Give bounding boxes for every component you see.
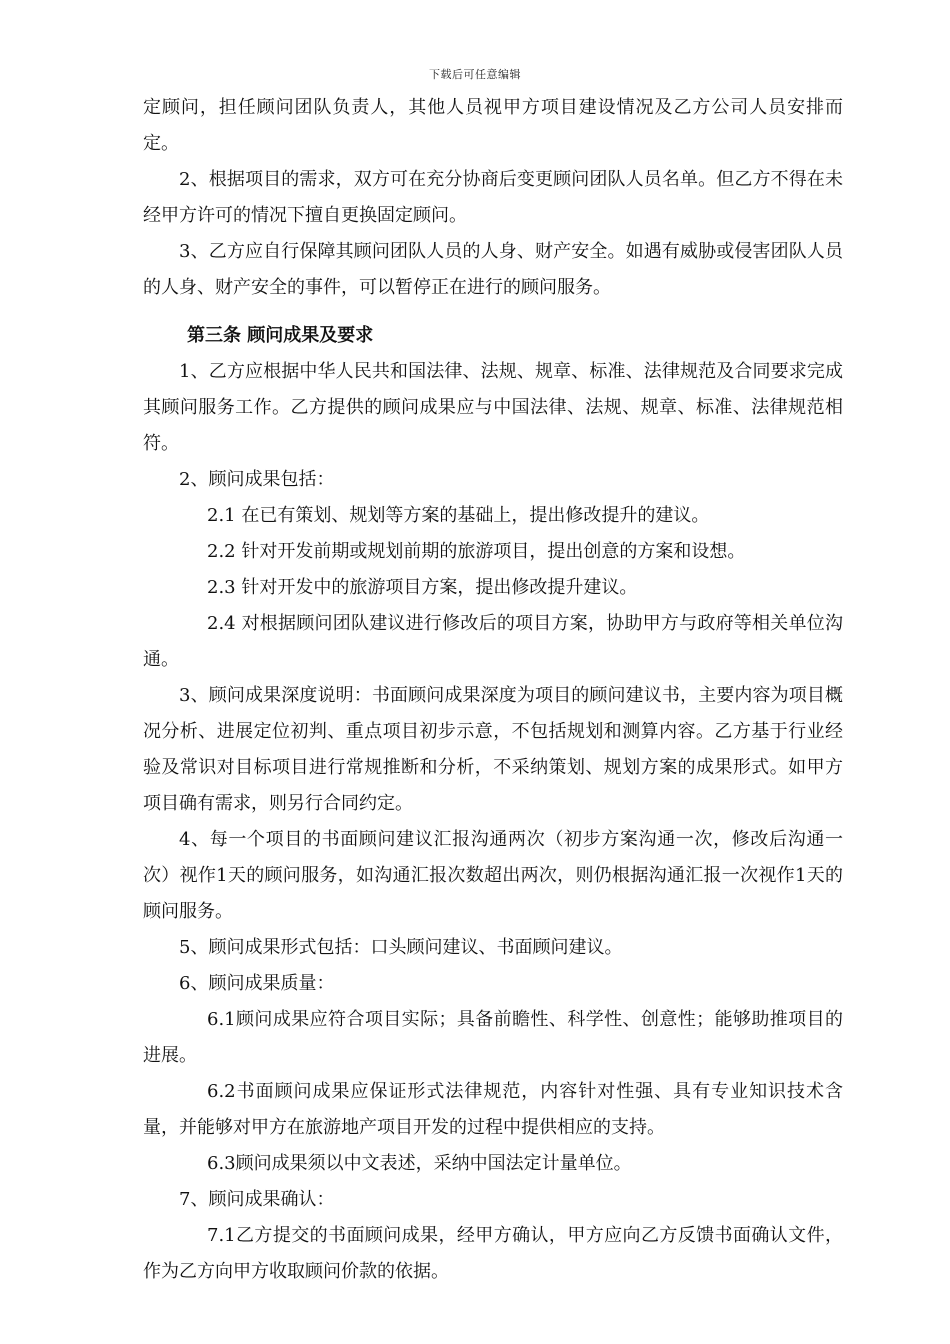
paragraph-item-3: 3、乙方应自行保障其顾问团队人员的人身、财产安全。如遇有威胁或侵害团队人员的人身、财产安全的事件，可以暂停正在进行的顾问服务。 <box>143 241 843 298</box>
paragraph-continuation: 定顾问，担任顾问团队负责人，其他人员视甲方项目建设情况及乙方公司人员安排而定。 <box>143 97 843 154</box>
paragraph-3-2-3: 2.3 针对开发中的旅游项目方案，提出修改提升建议。 <box>207 577 638 598</box>
paragraph-3-2: 2、顾问成果包括： <box>179 469 335 490</box>
page-header-note: 下载后可任意编辑 <box>429 68 521 81</box>
paragraph-item-2: 2、根据项目的需求，双方可在充分协商后变更顾问团队人员名单。但乙方不得在未经甲方许可的情况下擅自更换固定顾问。 <box>143 169 843 226</box>
section-heading-article-3: 第三条 顾问成果及要求 <box>187 325 374 346</box>
paragraph-3-6-3: 6.3顾问成果须以中文表述，采纳中国法定计量单位。 <box>207 1153 632 1174</box>
paragraph-3-2-1: 2.1 在已有策划、规划等方案的基础上，提出修改提升的建议。 <box>207 505 710 526</box>
paragraph-3-7: 7、顾问成果确认： <box>179 1189 335 1210</box>
paragraph-3-7-1: 7.1乙方提交的书面顾问成果，经甲方确认，甲方应向乙方反馈书面确认文件，作为乙方向甲方收取顾问价款的依据。 <box>143 1225 843 1282</box>
paragraph-3-3: 3、顾问成果深度说明：书面顾问成果深度为项目的顾问建议书，主要内容为项目概况分析、进展定位初判、重点项目初步示意，不包括规划和测算内容。乙方基于行业经验及常识对目标项目进行常规推断和分析，不采纳策划、规划方案的成果形式。如甲方项目确有需求，则另行合同约定。 <box>143 685 843 814</box>
paragraph-3-6-2: 6.2书面顾问成果应保证形式法律规范，内容针对性强、具有专业知识技术含量，并能够对甲方在旅游地产项目开发的过程中提供相应的支持。 <box>143 1081 843 1138</box>
paragraph-3-6: 6、顾问成果质量： <box>179 973 335 994</box>
paragraph-3-4: 4、每一个项目的书面顾问建议汇报沟通两次（初步方案沟通一次，修改后沟通一次）视作1天的顾问服务，如沟通汇报次数超出两次，则仍根据沟通汇报一次视作1天的顾问服务。 <box>143 829 843 922</box>
paragraph-3-1: 1、乙方应根据中华人民共和国法律、法规、规章、标准、法律规范及合同要求完成其顾问服务工作。乙方提供的顾问成果应与中国法律、法规、规章、标准、法律规范相符。 <box>143 361 843 454</box>
paragraph-3-6-1: 6.1顾问成果应符合项目实际；具备前瞻性、科学性、创意性；能够助推项目的进展。 <box>143 1009 843 1066</box>
paragraph-3-2-2: 2.2 针对开发前期或规划前期的旅游项目，提出创意的方案和设想。 <box>207 541 746 562</box>
paragraph-3-2-4: 2.4 对根据顾问团队建议进行修改后的项目方案，协助甲方与政府等相关单位沟通。 <box>143 613 843 670</box>
paragraph-3-5: 5、顾问成果形式包括：口头顾问建议、书面顾问建议。 <box>179 937 623 958</box>
document-body <box>143 90 843 1290</box>
